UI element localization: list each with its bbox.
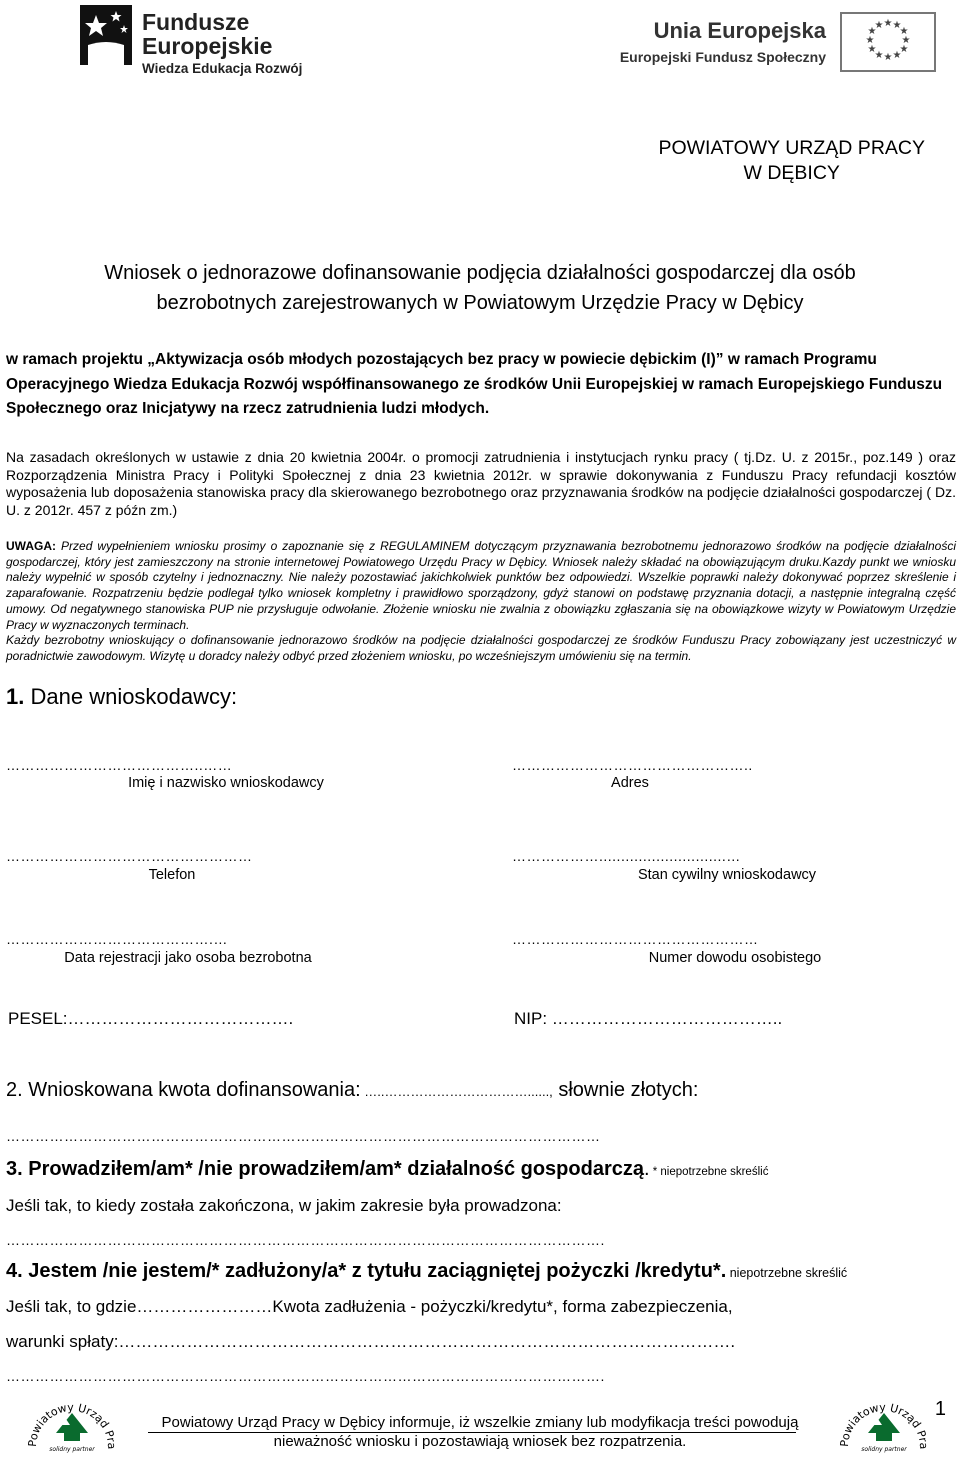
section-4-question-2[interactable]: warunki spłaty:………………………………………………………………………………………………. [6,1332,736,1351]
section-4-title: Jestem /nie jestem/* zadłużony/a* z tytułu zaciągniętej pożyczki /kredytu*. [28,1260,727,1282]
section-3-answer-field[interactable]: ……………………………………………………………………………………………………………. [6,1232,605,1248]
section-4-number: 4. [6,1260,23,1282]
warning-paragraph [6,539,956,665]
stamp-right-partner: solidny partner [861,1446,907,1453]
stamp-left-partner: solidny partner [49,1446,95,1453]
warning-text-2: Każdy bezrobotny wnioskujący o dofinansowanie jednorazowo środków na podjęcie działalności gospodarczej ze środków Funduszu Pracy zobowiązany jest uczestniczyć w poradnictwie zawodowym. Wizytę u doradcy należy odbyć przed złożeniem wniosku, po wcześniejszym umówieniu się na termin. [6,633,956,663]
name-field[interactable]: …………………………………..…… [6,757,233,773]
warning-label: UWAGA: [6,539,56,553]
eu-flag-icon [840,12,936,72]
section-2-title: Wnioskowana kwota dofinansowania: [28,1079,361,1101]
page-number: 1 [934,1398,946,1420]
section-3-title: Prowadziłem/am* /nie prowadziłem/am* działalność gospodarczą [28,1158,644,1180]
section-1-title: Dane wnioskodawcy: [30,684,238,709]
section-3-number: 3. [6,1158,23,1180]
svg-text:★: ★ [865,35,875,46]
phone-field[interactable]: …………………………………………… [6,848,253,864]
section-1-number: 1. [6,684,25,709]
pup-stamp-left-icon [22,1385,122,1455]
pesel-field[interactable]: PESEL:…………………………………. [8,1009,294,1028]
footer-notice [120,1414,840,1451]
section-1-heading [6,684,237,710]
svg-text:★: ★ [892,50,902,61]
fe-star-mark-icon [80,5,132,65]
title-line1: Wniosek o jednorazowe dofinansowanie podjęcia działalności gospodarczej dla osób [104,262,856,284]
id-number-field[interactable]: …………………………………………… [512,931,759,947]
svg-text:★: ★ [883,52,893,63]
amount-field[interactable]: …..……………………………......, [360,1084,553,1099]
svg-text:★: ★ [867,26,877,37]
section-4-question-1[interactable]: Jeśli tak, to gdzie……………………Kwota zadłużenia - pożyczki/kredytu*, forma zabezpieczenia, [6,1297,733,1316]
section-3-question: Jeśli tak, to kiedy została zakończona, w jakim zakresie była prowadzona: [6,1196,562,1215]
section-3-note: * niepotrzebne skreślić [649,1166,769,1178]
marital-status-field[interactable]: ……………….............................… [512,848,741,864]
address-field[interactable]: ………………………………………….. [512,757,753,773]
svg-text:★: ★ [901,35,911,46]
fe-logo-line1: Fundusze [142,9,250,35]
unia-europejska-logo [568,12,948,72]
svg-text:★: ★ [892,20,902,31]
id-number-caption: Numer dowodu osobistego [648,950,822,966]
svg-text:★: ★ [867,44,877,55]
fe-logo-line3: Wiedza Edukacja Rozwój [142,61,303,76]
amount-words-field[interactable]: …………………………………………………………………………………………………………… [6,1128,601,1144]
section-4-answer-field[interactable]: ……………………………………………………………………………………………………………. [6,1368,605,1384]
ue-logo-line2: Europejski Fundusz Społeczny [619,49,826,65]
section-4-line [6,1260,847,1283]
fundusze-europejskie-logo [80,5,330,77]
office-heading [658,136,925,186]
footer-line2: nieważność wniosku i pozostawiają wniosek bez rozpatrzenia. [273,1432,687,1450]
stamp-right-ring: Powiatowy Urząd Pra [837,1400,931,1450]
section-2-line [6,1079,698,1102]
name-caption: Imię i nazwisko wnioskodawcy [128,775,324,791]
section-3-line [6,1158,768,1181]
footer-line1: Powiatowy Urząd Pracy w Dębicy informuje, iż wszelkie zmiany lub modyfikacja treści powodują [161,1414,799,1431]
amount-words-label: słownie złotych: [552,1079,699,1101]
nip-field[interactable]: NIP: ………………………………….. [514,1009,783,1028]
svg-text:★: ★ [883,18,893,29]
document-title [0,258,960,318]
marital-status-caption: Stan cywilny wnioskodawcy [637,867,817,883]
section-3-dot: . [643,1158,650,1180]
fe-logo-line2: Europejskie [142,33,273,59]
phone-caption: Telefon [148,867,196,883]
section-2-number: 2. [6,1079,23,1101]
registration-date-field[interactable]: …………………………………….… [6,931,228,947]
svg-text:★: ★ [899,44,909,55]
svg-text:★: ★ [874,50,884,61]
title-line2: bezrobotnych zarejestrowanych w Powiatowym Urzędzie Pracy w Dębicy [156,292,804,314]
section-4-note: niepotrzebne skreślić [726,1266,848,1280]
warning-text: Przed wypełnieniem wniosku prosimy o zapoznanie się z REGULAMINEM dotyczącym przyznawania bezrobotnemu jednorazowo środków na podjęcie działalności gospodarczej, który jest zamieszczony na stronie internetowej Powiatowego Urzędu Pracy w Dębicy. Wniosek należy składać na obowiązującym druku.Kazdy punkt we wniosku należy wypełnić w sposób czytelny i jednoznaczny. Nie należy pozostawiać jakichkolwiek punktów bez odpowiedzi. Wszelkie poprawki należy dokonywać poprzez skreślenie i zaparafowanie. Rozpatrzeniu będzie podlegał tylko wniosek kompletny i prawidłowo sporządzony, gdyż stanowi on podstawę przyznania dotacji, a następnie integralną część umowy. Od negatywnego stanowiska PUP nie przysługuje odwołanie. Złożenie wniosku nie zwalnia z obowiązku zgłaszania się na obowiązkowe wizyty w Powiatowym Urzędzie Pracy w wyznaczonych terminach. [6,539,956,632]
address-caption: Adres [611,775,649,791]
svg-text:★: ★ [874,20,884,31]
pup-stamp-right-icon [834,1385,934,1455]
legal-basis-paragraph: Na zasadach określonych w ustawie z dnia 20 kwietnia 2004r. o promocji zatrudnienia i instytucjach rynku pracy ( tj.Dz. U. z 2015r., poz.149 ) oraz Rozporządzenia Ministra Pracy i Polityki Społecznej z dnia 23 kwietnia 2012r. w sprawie dokonywania z Funduszu Pracy refundacji kosztów wyposażenia lub doposażenia stanowiska pracy dla skierowanego bezrobotnego oraz przyznawania środków na podjęcie działalności gospodarczej ( Dz. U. z 2012r. 457 z późn zm.) [6,449,956,518]
project-paragraph: w ramach projektu „Aktywizacja osób młodych pozostających bez pracy w powiecie dębickim (I)” w ramach Programu Operacyjnego Wiedza Edukacja Rozwój współfinansowanego ze środków Unii Europejskiej w ramach Europejskiego Funduszu Społecznego oraz Inicjatywy na rzecz zatrudnienia ludzi młodych. [6,351,943,417]
svg-text:★: ★ [899,26,909,37]
stamp-left-ring: Powiatowy Urząd Pra [25,1400,119,1450]
ue-logo-line1: Unia Europejska [653,18,826,43]
registration-date-caption: Data rejestracji jako osoba bezrobotna [64,950,312,966]
office-line2: W DĘBICY [743,162,840,184]
office-line1: POWIATOWY URZĄD PRACY [658,137,925,159]
